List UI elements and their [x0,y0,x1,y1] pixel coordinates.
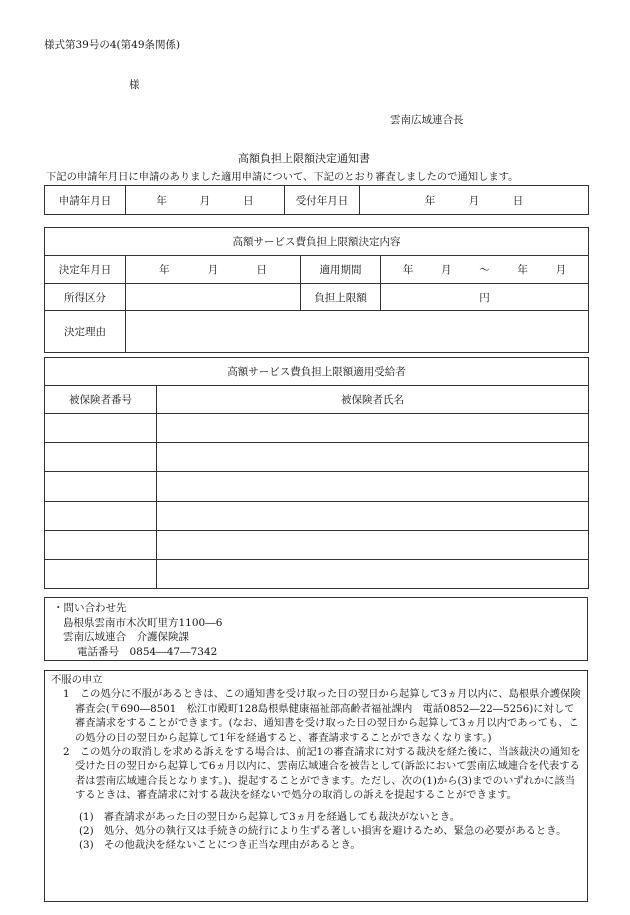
table-row [45,501,589,530]
appeal-title: 不服の申立 [51,674,103,686]
beneficiary-table [44,357,589,589]
limit-value: 円 [381,284,589,311]
appeal-paragraph-1: 1 この処分に不服があるときは、この通知書を受け取った日の翌日から起算して3ヵ月以内に、島根県介護保険審査会(〒690―8501 松江市殿町128島根県健康福祉部高齢者福祉課内 電話0852―22―5256)に対して審査請求をすることができます。(なお、通知書を受け取った日の翌日から起算して3ヵ月以内であっても、この処分の日の翌日から起算して1年を経過すると、審査請求することができなくなります。) [63,688,581,744]
decision-table [44,227,589,353]
inquiry-address: 島根県雲南市木次町里方1100―6 [63,616,223,629]
appeal-box [44,670,588,902]
appeal-item-2: (2) 処分、処分の執行又は手続きの続行により生ずる著しい損害を避けるため、緊急の必要があるとき。 [79,825,567,838]
col-insured-name: 被保険者氏名 [157,386,589,414]
form-id: 様式第39号の4(第49条関係) [44,39,181,51]
decision-header: 高額サービス費負担上限額決定内容 [45,228,589,256]
period-value: 年 月 ～ 年 月 [381,256,589,284]
issuer: 雲南広域連合長 [390,114,464,126]
apply-date-label: 申請年月日 [45,186,126,215]
received-date-value: 年 月 日 [360,186,589,215]
apply-date-value: 年 月 日 [126,186,285,215]
inquiry-phone: 電話番号 0854―47―7342 [77,645,218,658]
doc-title: 高額負担上限額決定通知書 [238,152,370,165]
recipient-suffix: 様 [129,79,140,91]
table-row [45,472,589,501]
inquiry-box [44,597,588,661]
income-label: 所得区分 [45,284,126,311]
table-row [45,443,589,472]
appeal-paragraph-2: 2 この処分の取消しを求める訴えをする場合は、前記1の審査請求に対する裁決を経た後に、当該裁決の通知を受けた日の翌日から起算して6ヵ月以内に、雲南広域連合を被告として(訴訟において雲南広域連合を代表する者は雲南広域連合長となります。)、提起することができます。ただし、次の(1)から(3)までのいずれかに該当するときは、審査請求に対する裁決を経ないで処分の取消しの訴えを提起することができます。 [63,746,581,802]
application-table [44,185,589,215]
limit-label: 負担上限額 [301,284,381,311]
appeal-item-1: (1) 審査請求があった日の翌日から起算して3ヵ月を経過しても裁決がないとき。 [79,810,461,823]
income-value [126,284,301,311]
decision-date-value: 年 月 日 [126,256,301,284]
reason-label: 決定理由 [45,311,126,353]
period-label: 適用期間 [301,256,381,284]
table-row [45,559,589,588]
table-row [45,414,589,443]
reason-value [126,311,589,353]
beneficiary-header: 高額サービス費負担上限額適用受給者 [45,358,589,386]
decision-date-label: 決定年月日 [45,256,126,284]
inquiry-org: 雲南広域連合 介護保険課 [63,631,189,643]
appeal-item-3: (3) その他裁決を経ないことにつき正当な理由があるとき。 [79,839,361,852]
received-date-label: 受付年月日 [285,186,360,215]
intro-text: 下記の申請年月日に申請のありました適用申請について、下記のとおり審査しましたので通知します。 [46,171,519,183]
inquiry-title: ・問い合わせ先 [53,602,127,614]
col-insured-number: 被保険者番号 [45,386,157,414]
table-row [45,530,589,559]
